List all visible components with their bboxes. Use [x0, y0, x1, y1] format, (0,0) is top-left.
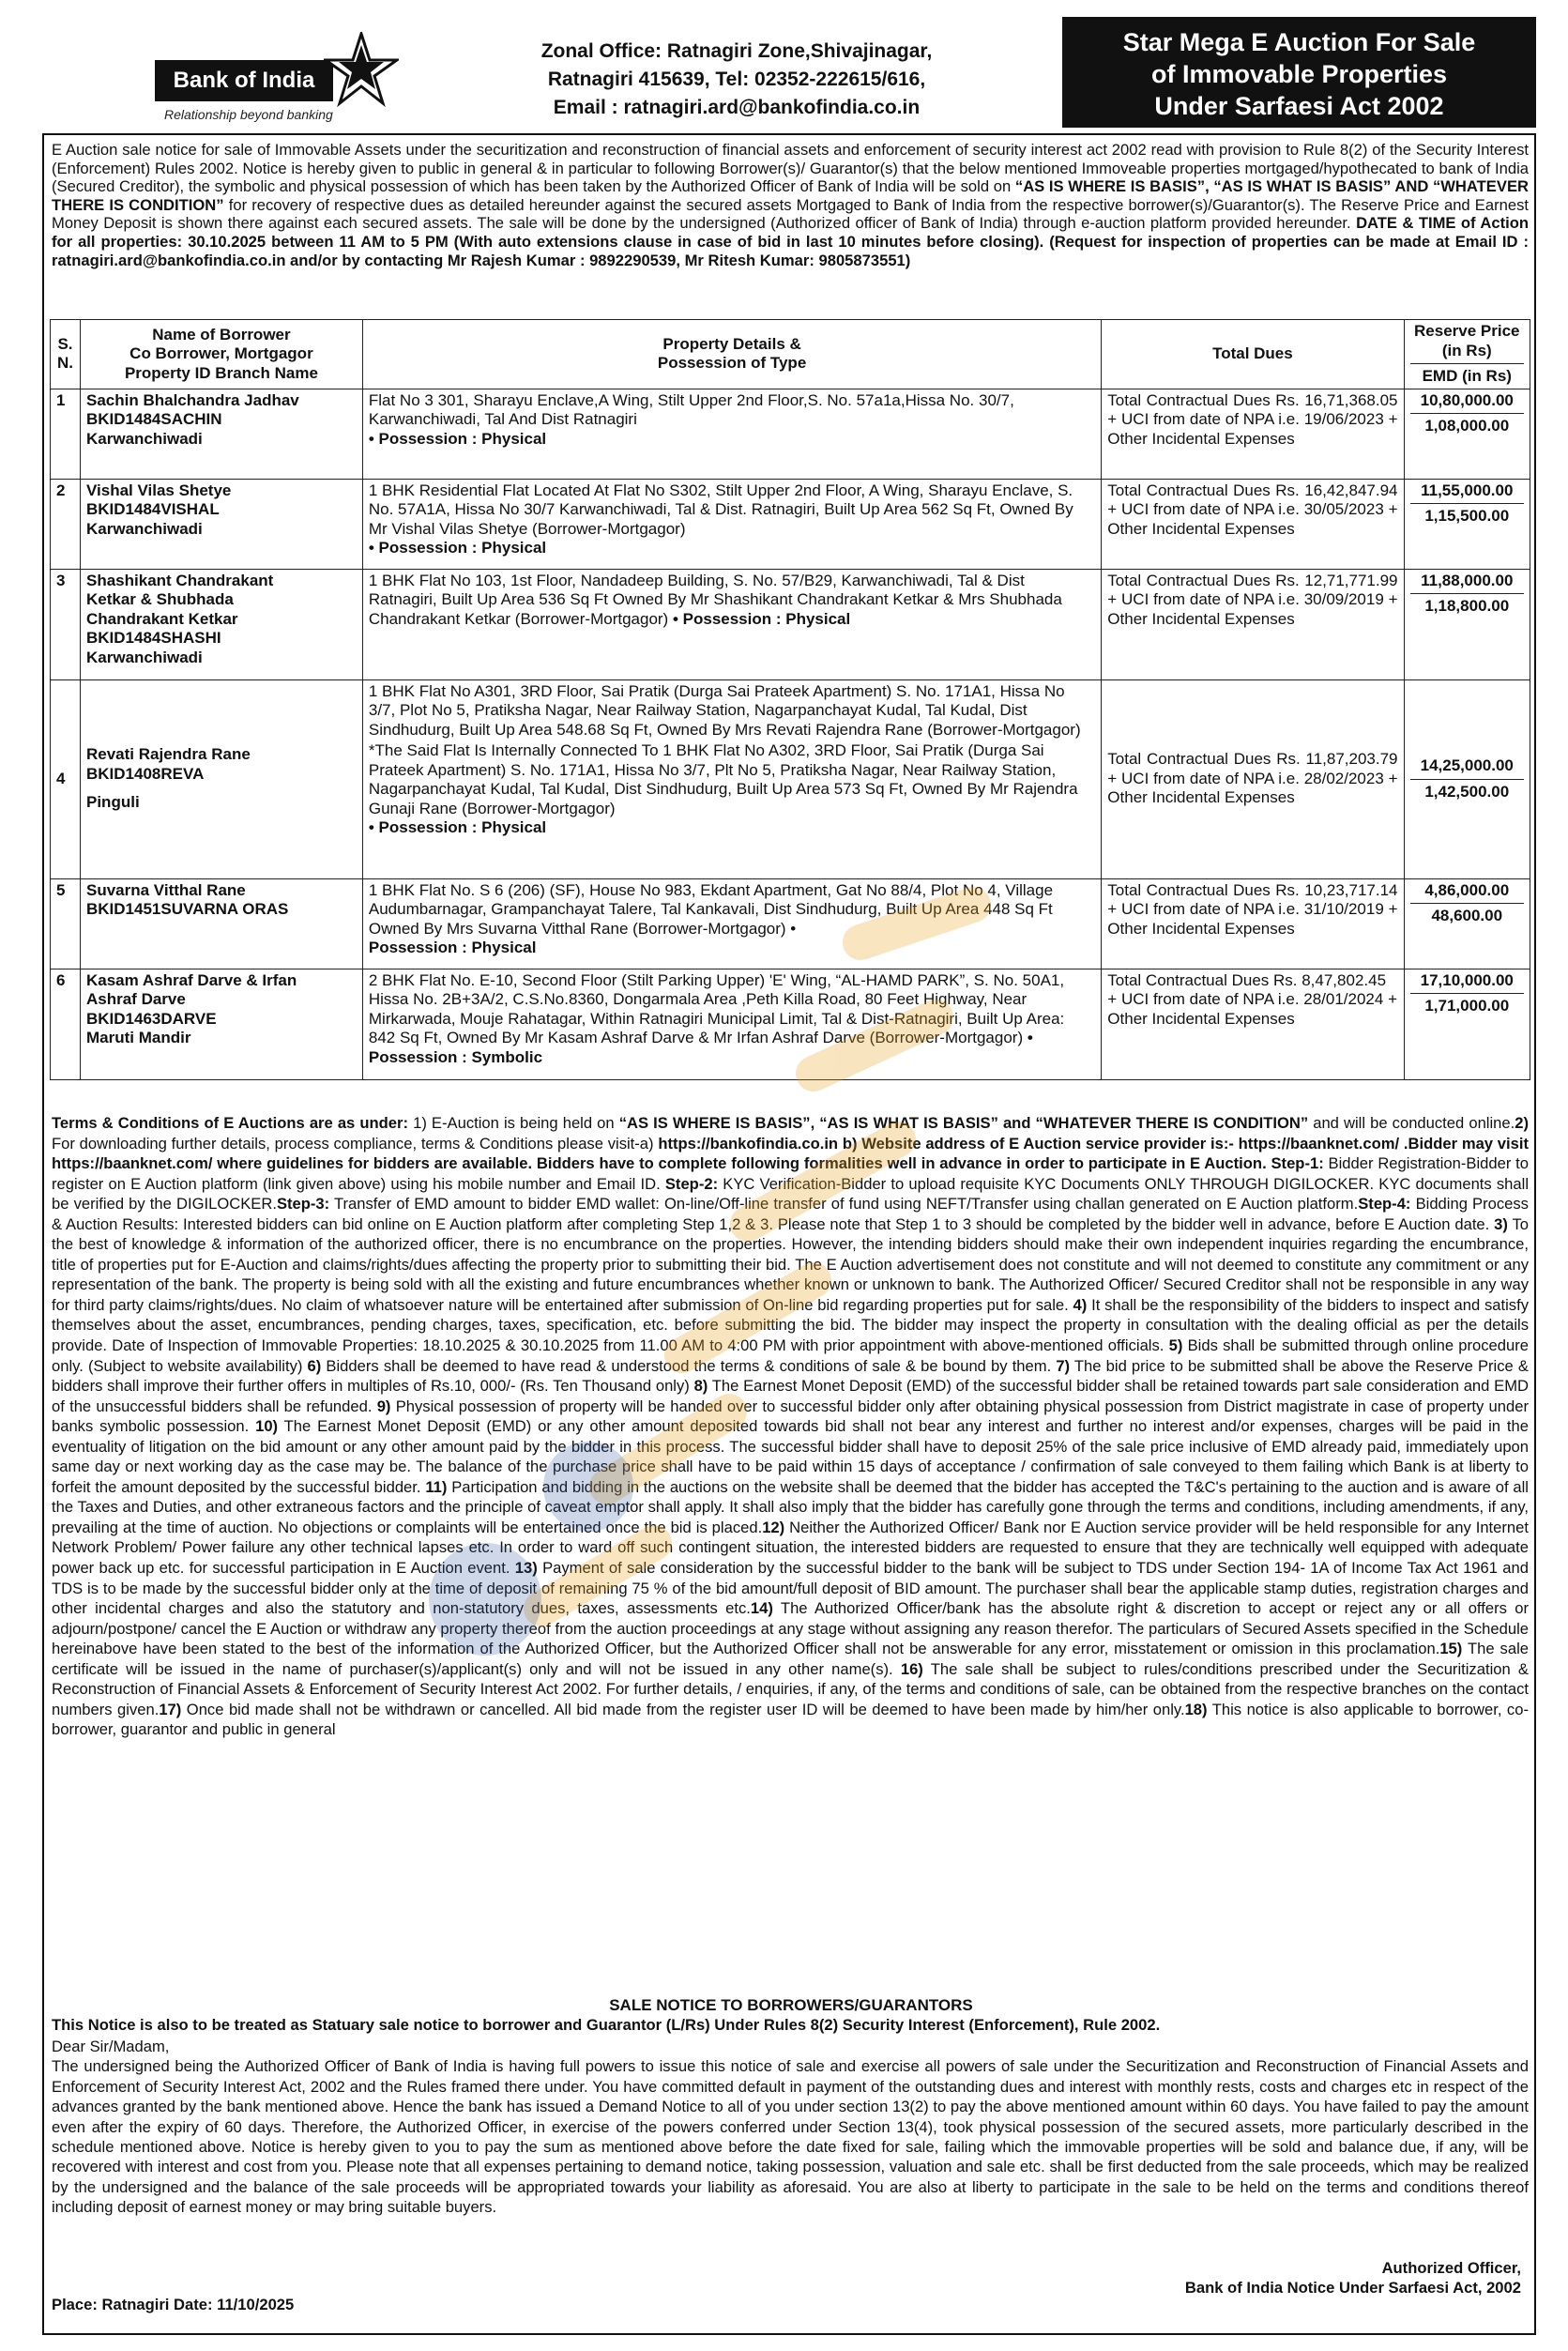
row-dues: Total Contractual Dues Rs. 16,42,847.94 + UCI from date of NPA i.e. 30/05/2023 + Other Incidental Expenses [1102, 479, 1404, 569]
emd-amount: 1,71,000.00 [1424, 997, 1510, 1015]
properties-table [50, 319, 1530, 1080]
terms-bold: 18) [1184, 1700, 1208, 1718]
reserve-price: 11,88,000.00 [1410, 572, 1524, 595]
intro-text: E Auction sale notice for sale of Immovable Assets under the securitization and reconstruction of financial assets and enforcement of security interest act 2002 read with provision to Rule 8(2) of the Security Interest (Enforcement) Rules 2002. Notice is hereby given to public in general & in particular to following Borrower(s)/ Guarantor(s) that the below mentioned Immoveable properties mortgaged/hypothecated to bank of India (Secured Creditor), the symbolic and physical possession of which has been taken by the Authorized Officer of Bank of India will be sold on [52, 141, 1529, 196]
title-line: of Immovable Properties [1150, 60, 1448, 88]
terms-text: This notice is also applicable to borrower, co-borrower, guarantor and public in general [52, 1700, 1529, 1739]
notice-text: The undersigned being the Authorized Officer of Bank of India is having full powers to issue this notice of sale and exercise all powers of sale under the Securitization and Reconstruction of Financial Assets and Enforcement of Security Interest Act, 2002 and the Rules framed there under. You have committed default in payment of the outstanding dues and interest with monthly rests, costs and charges etc in respect of the advances granted by the bank mentioned above. Hence the bank has issued a Demand Notice to all of you under section 13(2) to pay the above mentioned amount within 60 days. You have failed to pay the amount even after the expiry of 60 days. Therefore, the Authorized Officer, in exercise of the powers conferred under Section 13(4), took physical possession of the secured assets, more particularly described in the schedule mentioned above. Notice is hereby given to you to pay the sum as mentioned above before the date fixed for sale, failing which the immovable properties will be sold and balance due, if any, will be recovered with interest and cost from you. Please note that all expenses pertaining to demand notice, taking possession, valuation and sale etc. shall be first deducted from the sale proceeds, which may be realized by the undersigned and the balance of the sale proceeds will be appropriated towards your liability as aforesaid. You are also at liberty to participate in the sale to be held on the terms and conditions thereof including deposit of earnest money or may bring suitable buyers. [52, 2057, 1529, 2217]
terms-text: Physical possession of property will be handed over to successful bidder only after obtaining physical possession from District magistrate in case of property under banks symbolic possession. [52, 1397, 1529, 1436]
place-date: Place: Ratnagiri Date: 11/10/2025 [52, 2296, 295, 2313]
property-details: 1 BHK Residential Flat Located At Flat No S302, Stilt Upper 2nd Floor, A Wing, Sharayu Enclave, S. No. 57A1A, Hissa No 30/7 Karwanchiwadi, Tal & Dist. Ratnagiri, Built Up Area 562 Sq Ft, Owned By Mr Vishal Vilas Shetye (Borrower-Mortgagor) [368, 481, 1073, 538]
row-property [362, 878, 1101, 969]
bank-logo [145, 26, 413, 128]
header-line: Possession of Type [657, 354, 807, 373]
terms-text: The Authorized Officer/bank has the absolute right & discretion to accept or reject any or all offers or adjourn/postpone/ cancel the E Auction or withdraw any property thereof from the auction proceedings at any stage without assigning any reason therefor. The particulars of Secured Assets specified in the Schedule hereinabove have been stated to the best of the information of the Authorized Officer, but the Authorized Officer shall not be answerable for any error, misstatement or omission in this proclamation. [52, 1599, 1529, 1658]
bank-tagline: Relationship beyond banking [164, 107, 333, 122]
notice-frame [42, 133, 1536, 2335]
terms-text: Payment of sale consideration by the successful bidder to the bank will be subject to TDS under Section 194- 1A of Income Tax Act 1961 and TDS is to be made by the successful bidder only at the time of deposit of remaining 75 % of the bid amount/full deposit of BID amount. The purchaser shall bear the applicable stamp duties, registration charges and other incidental charges and also the statutory and non-statutory dues, taxes, assessments etc. [52, 1559, 1529, 1618]
row-borrower [81, 569, 363, 679]
sale-notice-heading: SALE NOTICE TO BORROWERS/GUARANTORS [609, 1996, 973, 2014]
terms-text: Bidder Registration-Bidder to register on E Auction platform (link given above) using his mobile number and Email ID. [52, 1154, 1530, 1193]
salutation: Dear Sir/Madam, [52, 2038, 170, 2055]
signatory-bank: Bank of India Notice Under Sarfaesi Act, 2002 [1184, 2279, 1521, 2297]
row-sn: 5 [51, 878, 81, 969]
reserve-price: 14,25,000.00 [1410, 756, 1524, 780]
property-details: 1 BHK Flat No. S 6 (206) (SF), House No 983, Ekdant Apartment, Gat No 88/4, Plot No 4, Village Audumbarnagar, Grampanchayat Talere, Tal Kankavali, Dist Sindhudurg, Built Up Area 448 Sq Ft Owned By Mrs Suvarna Vitthal Rane (Borrower-Mortgagor) • [368, 880, 1054, 938]
borrower-line: Sachin Bhalchandra Jadhav [86, 390, 299, 409]
borrower-line: Revati Rajendra Rane [86, 745, 251, 764]
signatory-title: Authorized Officer, [1381, 2259, 1521, 2277]
terms-text: Bidding Process & Auction Results: Interested bidders can bid online on E Auction platform after completing Step 1,2 & 3. Please note that Step 1 to 3 should be completed by the bidder well in advance, before E Auction date. [52, 1195, 1529, 1233]
terms-text: Bids shall be submitted through online procedure only. (Subject to website availability) [52, 1336, 1529, 1375]
terms-text: To the best of knowledge & information of the authorized officer, there is no encumbrance on the properties. However, the intending bidders should make their own independent inquiries regarding the encumbrance, title of properties put for E-Auction and claims/rights/dues affecting the property prior to submitting their bid. The E Auction advertisement does not constitute and will not deemed to constitute any commitment or any representation of the bank. The property is being sold with all the existing and future encumbrances whether known or unknown to bank. The Authorized Officer/ Secured Creditor shall not be responsible in any way for third party claims/rights/dues. No claim of whatsoever nature will be entertained after submission of On-line bid regarding properties put for sale. [52, 1214, 1529, 1314]
table-row [51, 679, 1530, 878]
borrower-line: BKID1451SUVARNA ORAS [86, 900, 289, 918]
header-line: Property Details & [662, 334, 801, 353]
terms-text: The Earnest Monet Deposit (EMD) of the successful bidder shall be retained towards part sale consideration and EMD of the unsuccessful bidders shall be refunded. [52, 1377, 1529, 1415]
possession-type: • Possession : Physical [368, 429, 547, 448]
row-price [1404, 479, 1530, 569]
header-line: Reserve Price [1414, 322, 1520, 340]
borrower-line: Maruti Mandir [86, 1029, 191, 1046]
reserve-price: 4,86,000.00 [1410, 881, 1524, 905]
row-dues: Total Contractual Dues Rs. 10,23,717.14 + UCI from date of NPA i.e. 31/10/2019 + Other Incidental Expenses [1102, 878, 1404, 969]
terms-bold: Step-3: [276, 1195, 330, 1214]
terms-bold: 12) [762, 1518, 785, 1536]
property-note: *The Said Flat Is Internally Connected To 1 BHK Flat No A302, 3RD Floor, Sai Pratik (Durga Sai Prateek Apartment) S. No. 171A1, Hissa No 3/7, Plt No 5, Pratiksha Nagar, Near Railway Station, Nagarpanchayat Kudal, Tal Kudal, Dist Sindhudurg, Built Up Area 573 Sq Ft, Owned By Mr Rajendra Gunaji Rane (Borrower-Mortgagor) [368, 741, 1078, 817]
intro-text: for recovery of respective dues as detailed hereunder against the secured assets Mortgaged to Bank of India from the respective borrower(s)/Guarantor(s). The Reserve Price and Earnest Money Deposit is shown there against each secured assets. The sale will be done by the undersigned (Authorized officer of Bank of India) through e-auction platform provided hereunder. [52, 195, 1529, 233]
property-details: Flat No 3 301, Sharayu Enclave,A Wing, Stilt Upper 2nd Floor,S. No. 57a1a,Hissa No. 30/7, Karwanchiwadi, Tal And Dist Ratnagiri [368, 390, 1014, 428]
terms-text: and will be conducted online. [1308, 1114, 1515, 1132]
auction-notice-page [42, 17, 1536, 2335]
signature-block [1185, 2258, 1521, 2298]
row-borrower [81, 679, 363, 878]
row-price [1404, 679, 1530, 878]
zonal-line: Zonal Office: Ratnagiri Zone,Shivajinagar, [540, 40, 933, 62]
row-dues: Total Contractual Dues Rs. 8,47,802.45 + UCI from date of NPA i.e. 28/01/2024 + Other Incidental Expenses [1102, 969, 1404, 1079]
possession-type: Possession : Physical [368, 939, 537, 956]
emd-amount: 48,600.00 [1431, 907, 1503, 924]
terms-text: It shall be the responsibility of the bidders to inspect and satisfy themselves about the asset, encumbrances, pending charges, taxes, specification, etc. before submitting the bid. The bidder may inspect the property in consultation with the dealing official as per the details provide. Date of Inspection of Immovable Properties: 18.10.2025 & 30.10.2025 from 11.00 AM to 4:00 PM with prior appointment with above-mentioned officials. [52, 1295, 1529, 1355]
terms-bold: 14) [750, 1599, 773, 1618]
terms-bold: 8) [693, 1377, 708, 1396]
service-provider-link: https://bankofindia.co.in b) Website address of E Auction service provider is:- https://baanknet.com/ .Bidder may visit https://baanknet.com/ where guidelines for bidders are available. Bidders have to complete following formalities well in advance in order to participate in E Auction. Step-1: [52, 1134, 1529, 1173]
row-property [362, 679, 1101, 878]
bank-name: Bank of India [155, 60, 333, 101]
col-header-property [362, 320, 1101, 389]
terms-text: Bidders shall be deemed to have read & understood the terms & conditions of sale & be bound by them. [321, 1356, 1057, 1375]
borrower-line: BKID1484SHASHI [86, 629, 221, 647]
row-sn: 4 [51, 679, 81, 878]
property-details: 1 BHK Flat No 103, 1st Floor, Nandadeep Building, S. No. 57/B29, Karwanchiwadi, Tal & Dist Ratnagiri, Built Up Area 536 Sq Ft Owned By Mr Shashikant Chandrakant Ketkar & Mrs Shubhada Chandrakant Ketkar (Borrower-Mortgagor) [368, 571, 1062, 628]
property-details: 1 BHK Flat No A301, 3RD Floor, Sai Pratik (Durga Sai Prateek Apartment) S. No. 171A1, Hissa No 3/7, Plot No 5, Pratiksha Nagar, Near Railway Station, Nagarpanchayat Kudal, Tal Kudal, Dist Sindhudurg, Built Up Area 548.68 Sq Ft, Owned By Mrs Revati Rajendra Rane (Borrower-Mortgagor) [368, 681, 1081, 739]
header [42, 17, 1536, 131]
borrower-line: Karwanchiwadi [86, 519, 203, 538]
possession-type: • Possession : Physical [368, 818, 547, 836]
borrower-line: Karwanchiwadi [86, 429, 203, 448]
col-header-borrower [81, 320, 363, 389]
title-line: Star Mega E Auction For Sale [1122, 28, 1476, 56]
zonal-office-address [436, 38, 1037, 122]
row-property [362, 969, 1101, 1079]
terms-and-conditions [52, 1113, 1529, 1740]
row-borrower [81, 479, 363, 569]
col-header-reserve [1404, 320, 1530, 389]
emd-amount: 1,18,800.00 [1424, 597, 1510, 615]
terms-text: KYC Verification-Bidder to upload requisite KYC Documents ONLY THROUGH DIGILOCKER. KYC documents shall be verified by the DIGILOCKER. [52, 1174, 1530, 1214]
borrower-line: BKID1484VISHAL [86, 500, 220, 518]
terms-text: 1) E-Auction is being held on [408, 1114, 619, 1132]
table-row [51, 878, 1530, 969]
borrower-line: Ketkar & Shubhada [86, 590, 234, 608]
auction-title-box [1062, 17, 1536, 128]
terms-bold: 6) [307, 1356, 322, 1375]
row-price [1404, 389, 1530, 479]
table-row [51, 389, 1530, 479]
possession-type: • Possession : Symbolic [368, 1029, 1033, 1066]
borrower-line: Ashraf Darve [86, 990, 186, 1008]
row-property [362, 479, 1101, 569]
terms-bold: 2) [1515, 1114, 1530, 1132]
terms-bold: “AS IS WHERE IS BASIS”, “AS IS WHAT IS BASIS” and “WHATEVER THERE IS CONDITION” [618, 1114, 1309, 1132]
borrower-line: BKID1408REVA [86, 764, 205, 783]
terms-text: Participation and bidding in the auctions on the website shall be deemed that the bidder has accepted the T&C's pertaining to the auction and is aware of all the Taxes and Duties, and other extraneous factors and the principle of caveat emptor shall apply. It shall also imply that the bidder has carefully gone through the terms and conditions, including amendments, if any, prevailing at the time of auction. No objections or complaints will be entertained once the bid is placed. [52, 1477, 1529, 1536]
row-borrower [81, 878, 363, 969]
terms-bold: 17) [159, 1700, 182, 1718]
terms-bold: 7) [1056, 1356, 1071, 1375]
terms-bold: 3) [1494, 1214, 1508, 1233]
possession-type: • Possession : Physical [368, 539, 547, 557]
terms-text: The bid price to be submitted shall be above the Reserve Price & bidders shall improve their further offers in multiples of Rs.10, 000/- (Rs. Ten Thousand only) [52, 1356, 1529, 1396]
title-line: Under Sarfaesi Act 2002 [1154, 92, 1444, 120]
row-dues: Total Contractual Dues Rs. 11,87,203.79 + UCI from date of NPA i.e. 28/02/2023 + Other Incidental Expenses [1102, 679, 1404, 878]
terms-text: The sale certificate will be issued in the name of purchaser(s)/applicant(s) only and will not be issued in any other name(s). [52, 1640, 1529, 1678]
sale-notice-subheading: This Notice is also to be treated as Statuary sale notice to borrower and Guarantor (L/Rs) Under Rules 8(2) Security Interest (Enforcement), Rule 2002. [52, 2016, 1161, 2034]
row-dues: Total Contractual Dues Rs. 12,71,771.99 + UCI from date of NPA i.e. 30/09/2019 + Other Incidental Expenses [1102, 569, 1404, 679]
row-sn: 3 [51, 569, 81, 679]
terms-text: Once bid made shall not be withdrawn or cancelled. All bid made from the register user ID will be deemed to have been made by him/her only. [181, 1700, 1185, 1718]
emd-amount: 1,42,500.00 [1424, 782, 1510, 801]
sale-notice-body [52, 2037, 1529, 2218]
terms-bold: 11) [425, 1477, 448, 1496]
row-sn: 1 [51, 389, 81, 479]
emd-amount: 1,08,000.00 [1424, 417, 1510, 435]
intro-bold-text: “AS IS WHERE IS BASIS”, “AS IS WHAT IS BASIS” AND “WHATEVER THERE IS CONDITION” [52, 177, 1529, 214]
row-price [1404, 569, 1530, 679]
intro-paragraph [52, 141, 1529, 269]
borrower-line: Vishal Vilas Shetye [86, 481, 232, 499]
terms-bold: 5) [1168, 1336, 1183, 1355]
terms-text: For downloading further details, process compliance, terms & Conditions please visit-a) [52, 1134, 659, 1153]
col-header-dues: Total Dues [1102, 320, 1404, 389]
star-logo-icon [324, 32, 399, 107]
borrower-line: Kasam Ashraf Darve & Irfan [86, 970, 297, 989]
terms-text: Neither the Authorized Officer/ Bank nor E Auction service provider will be held responsible for any Internet Network Problem/ Power failure any other technical lapses etc. In order to ward off such contingent situation, the interested bidders are requested to ensure that they are technically well equipped with adequate power back up etc. for successful participation in E Auction event. [52, 1518, 1529, 1578]
row-property [362, 569, 1101, 679]
row-sn: 2 [51, 479, 81, 569]
table-row [51, 569, 1530, 679]
header-line: Co Borrower, Mortgagor [129, 344, 313, 362]
header-line: EMD (in Rs) [1422, 367, 1512, 385]
row-price [1404, 969, 1530, 1079]
terms-text: Transfer of EMD amount to bidder EMD wallet: On-line/Off-line transfer of fund using NEFT/Transfer using challan generated on E Auction platform. [329, 1195, 1359, 1214]
borrower-line: BKID1484SACHIN [86, 410, 222, 428]
header-line: (in Rs) [1410, 342, 1524, 365]
borrower-line: Pinguli [86, 793, 140, 812]
header-line: Property ID Branch Name [124, 363, 318, 382]
terms-bold: 4) [1073, 1295, 1088, 1314]
borrower-line: Shashikant Chandrakant [86, 571, 274, 589]
row-dues: Total Contractual Dues Rs. 16,71,368.05 + UCI from date of NPA i.e. 19/06/2023 + Other Incidental Expenses [1102, 389, 1404, 479]
terms-text: The sale shall be subject to rules/conditions prescribed under the Securitization & Reconstruction of Financial Assets & Enforcement of Security Interest Act 2002. For further details, / enquiries, if any, of the terms and conditions of sale, can be obtained from the respective branches on the contact numbers given. [52, 1659, 1529, 1718]
property-details: 2 BHK Flat No. E-10, Second Floor (Stilt Parking Upper) 'E' Wing, “AL-HAMD PARK”, S. No. 50A1, Hissa No. 2B+3A/2, C.S.No.8360, Dongarmala Area ,Peth Killa Road, 80 Feet Highway, Near Mirkarwada, Mouje Rahatagar, Within Ratnagiri Municipal Limit, Tal & Dist-Ratnagiri, Built Up Area: 842 Sq Ft, Owned By Mr Kasam Ashraf Darve & Mr Irfan Ashraf Darve (Borrower-Mortgagor) [368, 970, 1065, 1046]
reserve-price: 17,10,000.00 [1410, 971, 1524, 995]
borrower-line: Karwanchiwadi [86, 648, 203, 666]
col-header-sn: S. N. [51, 320, 81, 389]
reserve-price: 11,55,000.00 [1410, 481, 1524, 505]
row-sn: 6 [51, 969, 81, 1079]
borrower-line: BKID1463DARVE [86, 1009, 217, 1028]
terms-bold: 15) [1439, 1640, 1463, 1658]
terms-bold: Step-4: [1358, 1195, 1411, 1214]
row-property [362, 389, 1101, 479]
header-line: Name of Borrower [152, 325, 291, 343]
row-borrower [81, 389, 363, 479]
borrower-line: Suvarna Vitthal Rane [86, 880, 246, 899]
possession-type: • Possession : Physical [672, 609, 851, 628]
zonal-email: Email : ratnagiri.ard@bankofindia.co.in [553, 97, 921, 118]
table-row [51, 969, 1530, 1079]
terms-bold: Step-2: [664, 1174, 719, 1193]
terms-text: The Earnest Monet Deposit (EMD) or any other amount deposited towards bid shall not bear any interest and further no interest and/or expenses, charges will be paid in the eventuality of litigation on the bid amount or any other amount paid by the bidder in this process. The successful bidder shall have to deposit 25% of the sale price inclusive of EMD already paid, immediately upon same day or next working day as the case may be. The balance of the purchase price shall have to be paid within 15 days of acceptance / confirmation of sale conveyed to them failing which Bank is at liberty to forfeit the amount deposited by the successful bidder. [52, 1417, 1529, 1496]
table-row [51, 479, 1530, 569]
terms-bold: 10) [255, 1417, 279, 1436]
terms-bold: 16) [900, 1659, 923, 1678]
row-price [1404, 878, 1530, 969]
terms-bold: 13) [514, 1559, 538, 1578]
terms-heading: Terms & Conditions of E Auctions are as under: [52, 1114, 408, 1132]
emd-amount: 1,15,500.00 [1424, 507, 1510, 525]
borrower-line: Chandrakant Ketkar [86, 609, 238, 628]
row-borrower [81, 969, 363, 1079]
table-header-row [51, 320, 1530, 389]
reserve-price: 10,80,000.00 [1410, 391, 1524, 415]
zonal-line: Ratnagiri 415639, Tel: 02352-222615/616, [547, 69, 926, 90]
auction-date-time: DATE & TIME of Action for all properties: 30.10.2025 between 11 AM to 5 PM (With auto extensions clause in case of bid in last 10 minutes before closing). (Request for inspection of properties can be made at Email ID : ratnagiri.ard@bankofindia.co.in and/or by contacting Mr Rajesh Kumar : 9892290539, Mr Ritesh Kumar: 9805873551) [52, 214, 1529, 269]
terms-bold: 9) [376, 1397, 391, 1415]
